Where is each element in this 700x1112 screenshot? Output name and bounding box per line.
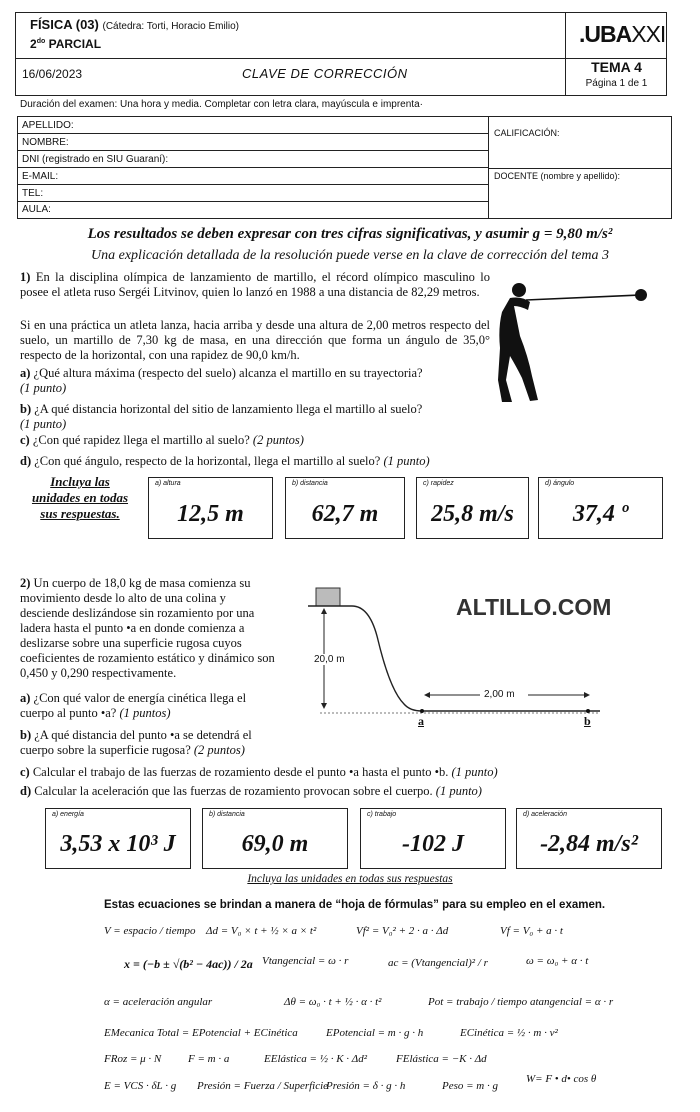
formula-angular-accel: α = aceleración angular [104,996,213,1008]
p2-units-note: Incluya las unidades en todas sus respuestas [247,873,453,885]
header-box [15,12,667,96]
field-aula[interactable]: AULA: [22,204,51,215]
formula-mechanical-energy: EMecanica Total = EPotencial + ECinética [104,1027,298,1039]
student-fields [18,117,489,218]
banner-sig-figs: Los resultados se deben expresar con tres cifras significativas, y asumir g = 9,80 m/s² [87,226,613,242]
formula-potential-energy: EPotencial = m · g · h [326,1027,424,1039]
p2-question-c: c) Calcular el trabajo de las fuerzas de rozamiento desde el punto •a hasta el punto •b. (1 punto) [20,765,498,779]
formula-final-velocity-sq: Vf² = V₀² + 2 · a · Δd [356,925,449,937]
watermark-logo: ALTILLO.COM [456,594,612,620]
formula-buoyancy: E = VCS · δL · g [104,1080,177,1092]
exam-name: $2^{do}$ PARCIAL [30,37,102,51]
formula-centripetal: ac = (Vtangencial)² / r [388,957,488,969]
p2-answer-d: d) aceleración -2,84 m/s² [516,808,662,869]
uba-xxi-logo: .UBAXXI [579,21,666,47]
formula-newton: F = m · a [188,1053,230,1065]
formula-hydrostatic-pressure: Presión = δ · g · h [326,1080,406,1092]
formula-elastic-energy: EElástica = ½ · K · Δd² [264,1053,368,1065]
page-title: CLAVE DE CORRECCIÓN [242,66,408,81]
p2-answer-a: a) energía 3,53 x 10³ J [45,808,191,869]
field-nombre[interactable]: NOMBRE: [18,134,488,151]
p1-setup: Si en una práctica un atleta lanza, hacia arriba y desde una altura de 2,00 metros respecto del suelo, un martillo de 7,30 kg de masa, en una dirección que forma un ángulo de 35,0° respecto de la horizontal, con una rapidez de 90,0 km/h. [20,318,490,362]
diagram-height-label: 20,0 m [314,654,345,665]
subject-title: FÍSICA (03) (Cátedra: Torti, Horacio Emilio) [30,17,240,32]
student-info-box [17,116,672,219]
point-b-dot [586,709,590,713]
p1-question-a: a) ¿Qué altura máxima (respecto del suelo) alcanza el martillo en su trayectoria? (1 punto) [20,366,423,395]
p1-answer-c: c) rapidez 25,8 m/s [416,477,529,539]
p1-answer-d: d) ángulo 37,4 º [538,477,663,539]
p2-question-b: b) ¿A qué distancia del punto •a se detendrá el cuerpo sobre la superficie rugosa? (2 puntos) [20,728,252,757]
formula-angular-velocity: ω = ω₀ + α · t [526,955,589,967]
p1-answer-a: a) altura 12,5 m [148,477,273,539]
tema-label: TEMA 4 [591,59,642,75]
point-a-dot [420,709,424,713]
formula-friction: FRoz = μ · N [104,1053,162,1065]
slope-diagram [300,580,650,732]
field-dni[interactable]: DNI (registrado en SIU Guaraní): [18,151,488,168]
p1-question-b: b) ¿A qué distancia horizontal del sitio de lanzamiento llega el martillo al suelo? (1 punto) [20,402,423,431]
formula-sheet-title: Estas ecuaciones se brindan a manera de “hoja de fórmulas” para su empleo en el examen. [104,899,606,911]
formula-weight: Peso = m · g [442,1080,498,1092]
formula-final-velocity: Vf = V₀ + a · t [500,925,563,937]
formula-tangential-accel: atangencial = α · r [530,996,614,1008]
field-email[interactable]: E-MAIL: [18,168,488,185]
formula-displacement: Δd = V₀ × t + ½ × a × t² [206,925,317,937]
catedra-label: (Cátedra: Torti, Horacio Emilio) [102,21,240,32]
p1-intro: 1) En la disciplina olímpica de lanzamiento de martillo, el récord olímpico masculino lo posee el atleta ruso Sergéi Litvinov, quien lo lanzó en 1988 a una distancia de 82,29 metros. [20,270,490,299]
field-tel[interactable]: TEL: [18,185,488,202]
formula-velocity: V = espacio / tiempo [104,925,196,937]
right-divider [488,168,671,169]
formula-quadratic: x = (−b ± √(b² − 4ac)) / 2a [124,957,253,971]
formula-elastic-force: FElástica = −K · Δd [396,1053,487,1065]
formula-work: W= F • d• cos θ [526,1073,597,1085]
diagram-point-b: b [584,714,591,728]
p2-answer-c: c) trabajo -102 J [360,808,506,869]
formula-power: Pot = trabajo / tiempo [428,996,528,1008]
calificacion-label: CALIFICACIÓN: [494,128,560,138]
docente-label: DOCENTE (nombre y apellido): [494,171,621,181]
formula-pressure: Presión = Fuerza / Superficie [197,1080,329,1092]
exam-date: 16/06/2023 [22,67,83,81]
hammer-thrower-image [492,276,652,406]
p1-answer-b: b) distancia 62,7 m [285,477,405,539]
page-number: Página 1 de 1 [585,78,648,89]
diagram-distance-label: 2,00 m [484,689,515,700]
exam-instructions: Duración del examen: Una hora y media. Completar con letra clara, mayúscula e imprenta· [20,99,423,110]
p1-question-c: c) ¿Con qué rapidez llega el martillo al suelo? (2 puntos) [20,433,304,447]
p2-answer-b: b) distancia 69,0 m [202,808,348,869]
p2-intro: 2) Un cuerpo de 18,0 kg de masa comienza su movimiento desde lo alto de una colina y desciende deslizándose sin rozamiento por una ladera hasta el punto •a en donde comienza a deslizarse sobre una superficie rugosa cuyos coeficientes de rozamiento estático y dinámico son 0,450 y 0,290 respectivamente. [20,576,275,680]
p2-question-d: d) Calcular la aceleración que las fuerzas de rozamiento provocan sobre el cuerpo. (1 punto) [20,784,482,798]
formula-angle: Δθ = ω₀ · t + ½ · α · t² [284,996,382,1008]
banner-explanation: Una explicación detallada de la resolución puede verse en la clave de corrección del tema 3 [91,248,609,263]
p2-question-a: a) ¿Con qué valor de energía cinética llega el cuerpo al punto •a? (1 puntos) [20,691,247,720]
formula-tangential-velocity: Vtangencial = ω · r [262,955,349,967]
diagram-point-a: a [418,714,424,728]
field-apellido[interactable]: APELLIDO: [18,117,488,134]
p1-units-note: Incluya las unidades en todas sus respuestas. [31,474,129,521]
p1-question-d: d) ¿Con qué ángulo, respecto de la horizontal, llega el martillo al suelo? (1 punto) [20,454,430,468]
block [316,588,340,606]
formula-kinetic-energy: ECinética = ½ · m · v² [460,1027,558,1039]
